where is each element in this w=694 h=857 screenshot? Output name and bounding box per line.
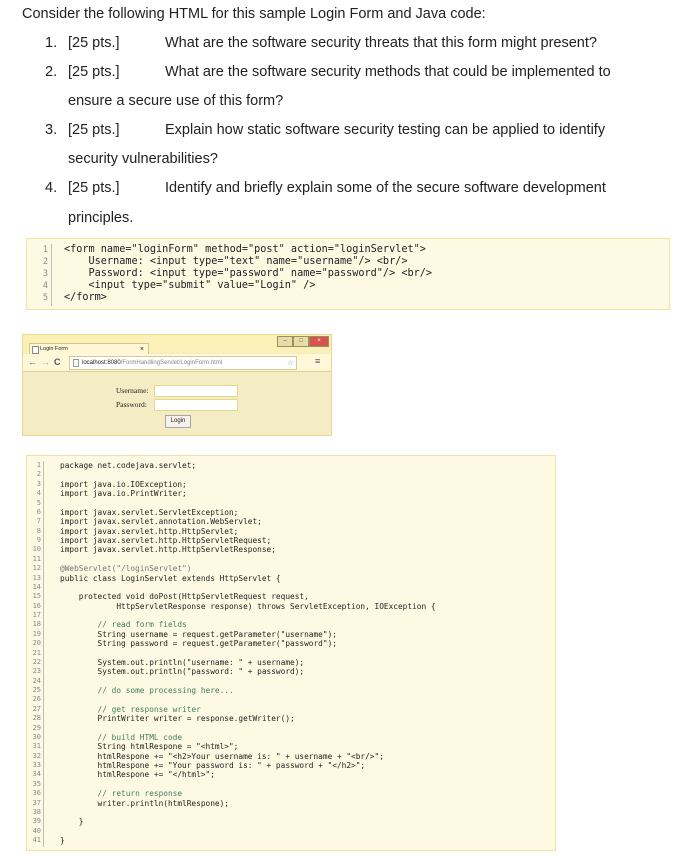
maximize-button[interactable]: □ xyxy=(293,336,309,347)
line-number: 11 xyxy=(32,554,41,563)
address-bar-row xyxy=(23,354,331,372)
code-line: import javax.servlet.http.HttpServlet; xyxy=(60,526,239,536)
line-number-gutter xyxy=(27,244,52,306)
question-number: 3. xyxy=(45,122,58,138)
line-number: 32 xyxy=(32,751,41,760)
line-number: 9 xyxy=(36,536,41,544)
line-number: 24 xyxy=(32,676,41,685)
question-4 xyxy=(0,180,694,198)
code-line: htmlRespone += "<h2>Your username is: " + username + "<br/>"; xyxy=(60,751,384,761)
code-line xyxy=(60,470,436,479)
menu-icon[interactable]: ≡ xyxy=(315,356,321,366)
line-number: 29 xyxy=(32,723,41,732)
line-number: 15 xyxy=(32,592,41,601)
url-host: localhost:8080 xyxy=(82,360,121,366)
code-line xyxy=(60,555,436,564)
close-window-button[interactable]: × xyxy=(309,336,329,347)
question-3-continuation: security vulnerabilities? xyxy=(68,151,218,167)
line-number: 41 xyxy=(32,836,41,844)
question-points: [25 pts.] xyxy=(68,180,120,196)
code-line: String username = request.getParameter("username"); xyxy=(60,629,337,639)
minimize-button[interactable]: – xyxy=(277,336,293,347)
code-line: HttpServletResponse response) throws ServletException, IOException { xyxy=(60,601,436,611)
line-number: 4 xyxy=(36,489,41,498)
line-number: 13 xyxy=(32,573,41,582)
code-line: // return response xyxy=(60,789,183,799)
question-4-continuation: principles. xyxy=(68,210,134,226)
code-line: import javax.servlet.http.HttpServletRequest; xyxy=(60,536,272,545)
code-line: // do some processing here... xyxy=(60,686,234,695)
close-tab-icon[interactable]: × xyxy=(139,346,144,353)
line-number: 39 xyxy=(32,817,41,826)
login-button[interactable]: Login xyxy=(165,415,191,428)
line-number: 25 xyxy=(32,686,41,694)
code-line: } xyxy=(60,817,84,827)
line-number: 35 xyxy=(32,779,41,788)
code-line: // read form fields xyxy=(60,620,187,630)
back-icon[interactable]: ← xyxy=(28,357,37,367)
username-input[interactable] xyxy=(154,385,238,397)
code-line xyxy=(60,808,436,817)
code-line: import java.io.IOException; xyxy=(60,479,187,489)
question-number: 2. xyxy=(45,64,58,80)
tab-title: Login Form xyxy=(40,346,68,352)
code-line: // build HTML code xyxy=(60,732,183,742)
line-number: 8 xyxy=(36,526,41,535)
intro-text: Consider the following HTML for this sample Login Form and Java code: xyxy=(22,6,486,22)
line-number: 19 xyxy=(32,629,41,638)
question-number: 1. xyxy=(45,35,58,51)
code-line: package net.codejava.servlet; xyxy=(60,461,197,470)
code-line: protected void doPost(HttpServletRequest request, xyxy=(60,592,309,602)
line-number: 16 xyxy=(32,601,41,610)
line-number: 37 xyxy=(32,798,41,807)
browser-tab-bar xyxy=(23,335,331,353)
code-line xyxy=(60,583,436,592)
code-line: String password = request.getParameter("password"); xyxy=(60,639,337,649)
line-number: 21 xyxy=(32,648,41,657)
line-number: 2 xyxy=(42,257,48,267)
code-line: Username: <input type="text" name="username"/> <br/> xyxy=(64,256,408,267)
question-text: What are the software security methods that could be implemented to xyxy=(165,64,611,80)
code-line: <input type="submit" value="Login" /> xyxy=(64,280,316,291)
question-points: [25 pts.] xyxy=(68,35,120,51)
line-number: 1 xyxy=(36,461,41,469)
line-number: 38 xyxy=(32,807,41,816)
question-points: [25 pts.] xyxy=(68,122,120,138)
line-number: 20 xyxy=(32,639,41,648)
line-number: 1 xyxy=(42,245,48,255)
code-line: // get response writer xyxy=(60,704,201,714)
code-line xyxy=(60,649,436,658)
code-line: Password: <input type="password" name="password"/> <br/> xyxy=(64,268,433,279)
url-path: /FormHandlingServlet/LoginForm.html xyxy=(120,360,223,366)
line-number: 33 xyxy=(32,761,41,769)
code-line: import javax.servlet.http.HttpServletResponse; xyxy=(60,545,276,555)
line-number: 5 xyxy=(42,293,48,303)
java-code-text xyxy=(60,461,436,845)
page-icon xyxy=(73,359,79,367)
line-number: 18 xyxy=(32,620,41,629)
code-line: System.out.println("password: " + password); xyxy=(60,667,305,677)
question-text: Explain how static software security testing can be applied to identify xyxy=(165,122,606,138)
page-icon xyxy=(32,346,39,354)
question-2-continuation: ensure a secure use of this form? xyxy=(68,93,284,109)
code-line xyxy=(60,611,436,620)
code-line: writer.println(htmlRespone); xyxy=(60,798,229,808)
password-label: Password: xyxy=(116,400,147,409)
line-number: 40 xyxy=(32,826,41,835)
code-line: @WebServlet("/loginServlet") xyxy=(60,564,192,574)
line-number: 17 xyxy=(32,611,41,619)
code-line xyxy=(60,724,436,733)
code-line: htmlRespone += "</html>"; xyxy=(60,770,215,780)
question-1 xyxy=(0,35,694,53)
url-input[interactable] xyxy=(69,356,297,370)
line-number: 4 xyxy=(42,281,48,291)
line-number: 2 xyxy=(36,470,41,479)
code-line: import javax.servlet.annotation.WebServlet; xyxy=(60,517,262,527)
username-label: Username: xyxy=(116,386,149,395)
code-line: htmlRespone += "Your password is: " + password + "</h2>"; xyxy=(60,761,366,770)
line-number: 30 xyxy=(32,732,41,741)
code-line: public class LoginServlet extends HttpServlet { xyxy=(60,573,281,583)
line-number: 36 xyxy=(32,789,41,798)
java-code-block xyxy=(26,455,556,851)
forward-icon[interactable]: → xyxy=(41,357,50,367)
line-number: 6 xyxy=(36,507,41,516)
question-3 xyxy=(0,122,694,140)
line-number: 3 xyxy=(36,479,41,488)
line-number: 28 xyxy=(32,714,41,723)
code-line xyxy=(60,827,436,836)
line-number: 22 xyxy=(32,657,41,666)
question-text: Identify and briefly explain some of the secure software development xyxy=(165,180,606,196)
browser-window xyxy=(22,334,332,436)
bookmark-star-icon[interactable]: ☆ xyxy=(286,358,294,367)
question-2 xyxy=(0,64,694,82)
line-number: 12 xyxy=(32,564,41,573)
window-controls xyxy=(277,336,329,345)
line-number: 27 xyxy=(32,704,41,713)
code-line xyxy=(60,695,436,704)
code-line: System.out.println("username: " + username); xyxy=(60,657,305,667)
line-number: 14 xyxy=(32,582,41,591)
code-line: import java.io.PrintWriter; xyxy=(60,489,187,499)
line-number-gutter xyxy=(27,461,44,847)
code-line: <form name="loginForm" method="post" action="loginServlet"> xyxy=(64,244,426,255)
code-line: </form> xyxy=(64,292,107,303)
code-line: } xyxy=(60,836,65,845)
line-number: 31 xyxy=(32,742,41,751)
line-number: 3 xyxy=(42,269,48,279)
code-line xyxy=(60,677,436,686)
code-line xyxy=(60,780,436,789)
code-line: PrintWriter writer = response.getWriter(); xyxy=(60,714,295,724)
line-number: 10 xyxy=(32,545,41,554)
code-line xyxy=(60,499,436,508)
password-input[interactable] xyxy=(154,399,238,411)
line-number: 5 xyxy=(36,498,41,507)
reload-icon[interactable]: C xyxy=(54,357,61,367)
question-number: 4. xyxy=(45,180,58,196)
line-number: 23 xyxy=(32,667,41,676)
html-code-block xyxy=(26,238,670,310)
line-number: 7 xyxy=(36,517,41,526)
question-text: What are the software security threats that this form might present? xyxy=(165,35,597,51)
code-line: import javax.servlet.ServletException; xyxy=(60,507,239,517)
html-code-text xyxy=(64,244,432,304)
code-line: String htmlRespone = "<html>"; xyxy=(60,742,239,752)
line-number: 26 xyxy=(32,695,41,704)
line-number: 34 xyxy=(32,770,41,779)
question-points: [25 pts.] xyxy=(68,64,120,80)
